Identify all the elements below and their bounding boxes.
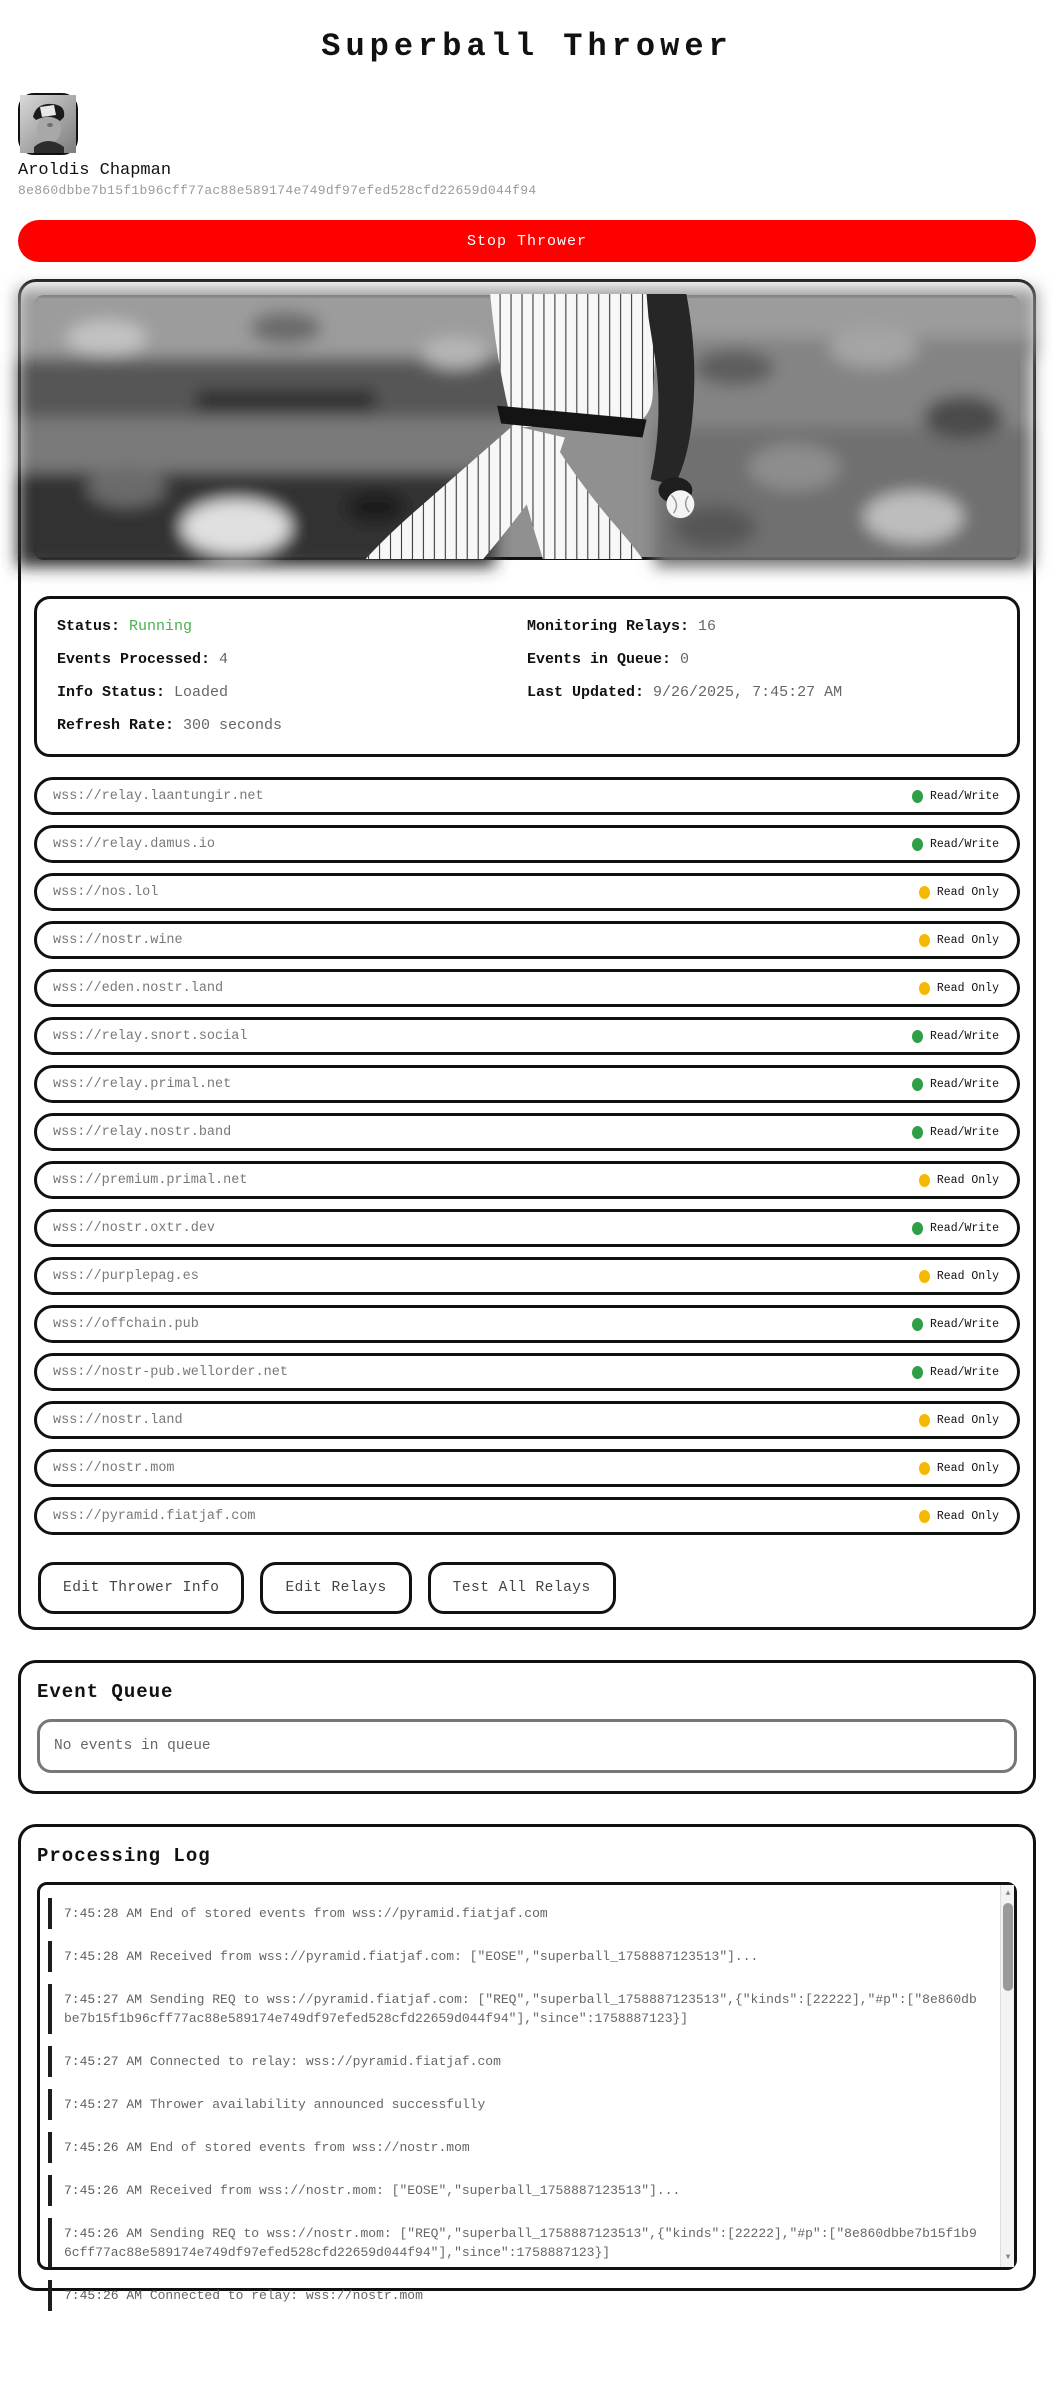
test-all-relays-button[interactable]: Test All Relays xyxy=(428,1562,616,1614)
log-entry: 7:45:27 AM Sending REQ to wss://pyramid.fiatjaf.com: ["REQ","superball_1758887123513",{"kinds":[22222],"#p":["8e860dbbe7b15f1b96cff77ac88e589174e749df97efed528cfd22659d044f94"],"since":1758887123}] xyxy=(48,1984,988,2034)
relay-row: wss://nostr.oxtr.dev Read/Write xyxy=(34,1209,1020,1247)
avatar-photo-icon xyxy=(20,95,76,153)
action-buttons-row xyxy=(34,1562,1020,1614)
status-item: Refresh Rate: 300 seconds xyxy=(57,717,283,734)
relay-row: wss://nostr.mom Read Only xyxy=(34,1449,1020,1487)
relay-access-badge: Read/Write xyxy=(912,1318,999,1331)
status-item: Monitoring Relays: 16 xyxy=(527,618,717,635)
relay-row: wss://nostr-pub.wellorder.net Read/Write xyxy=(34,1353,1020,1391)
status-value-running: Running xyxy=(129,618,193,635)
relay-status-dot-icon xyxy=(919,1462,930,1475)
relay-access-badge: Read Only xyxy=(919,1414,999,1427)
thrower-photo xyxy=(34,295,1020,560)
log-entry: 7:45:27 AM Thrower availability announced successfully xyxy=(48,2089,988,2120)
log-entry: 7:45:26 AM Connected to relay: wss://nostr.mom xyxy=(48,2280,988,2311)
edit-relays-button[interactable]: Edit Relays xyxy=(260,1562,411,1614)
relay-access-badge: Read Only xyxy=(919,982,999,995)
relay-row: wss://eden.nostr.land Read Only xyxy=(34,969,1020,1007)
relay-access-badge: Read/Write xyxy=(912,1222,999,1235)
scroll-down-icon[interactable]: ▼ xyxy=(1005,2253,1011,2262)
relay-access-badge: Read/Write xyxy=(912,838,999,851)
relay-status-dot-icon xyxy=(912,1126,923,1139)
edit-thrower-info-button[interactable]: Edit Thrower Info xyxy=(38,1562,244,1614)
event-queue-empty-box: No events in queue xyxy=(37,1719,1017,1773)
relay-status-dot-icon xyxy=(919,886,930,899)
status-item: Info Status: Loaded xyxy=(57,684,229,701)
status-item: Events Processed: 4 xyxy=(57,651,229,668)
processing-log-card xyxy=(18,1824,1036,2303)
relay-access-badge: Read Only xyxy=(919,1510,999,1523)
event-queue-card xyxy=(18,1660,1036,1794)
stop-thrower-button[interactable]: Stop Thrower xyxy=(18,220,1036,262)
log-scrollbar[interactable] xyxy=(1000,1885,1014,2267)
processing-log-box[interactable] xyxy=(37,1882,1017,2303)
profile-pubkey: 8e860dbbe7b15f1b96cff77ac88e589174e749df97efed528cfd22659d044f94 xyxy=(18,183,537,198)
relay-access-badge: Read Only xyxy=(919,1462,999,1475)
page-title: Superball Thrower xyxy=(321,28,733,65)
event-queue-heading: Event Queue xyxy=(37,1681,174,1703)
avatar xyxy=(18,93,78,155)
status-item: Status: Running xyxy=(57,618,193,635)
relay-access-badge: Read/Write xyxy=(912,790,999,803)
relay-access-badge: Read Only xyxy=(919,1174,999,1187)
relay-row: wss://purplepag.es Read Only xyxy=(34,1257,1020,1295)
profile-name: Aroldis Chapman xyxy=(18,161,172,180)
relay-status-dot-icon xyxy=(912,1078,923,1091)
relay-access-badge: Read/Write xyxy=(912,1078,999,1091)
relay-status-dot-icon xyxy=(919,982,930,995)
processing-log-heading: Processing Log xyxy=(37,1845,211,1867)
relay-status-dot-icon xyxy=(912,1366,923,1379)
log-entry: 7:45:26 AM End of stored events from wss://nostr.mom xyxy=(48,2132,988,2163)
relay-row: wss://relay.snort.social Read/Write xyxy=(34,1017,1020,1055)
thrower-main-card xyxy=(18,279,1036,1630)
relay-access-badge: Read Only xyxy=(919,886,999,899)
status-column-left xyxy=(57,617,527,736)
relay-status-dot-icon xyxy=(912,1222,923,1235)
relay-row: wss://relay.laantungir.net Read/Write xyxy=(34,777,1020,815)
log-entry: 7:45:27 AM Connected to relay: wss://pyramid.fiatjaf.com xyxy=(48,2046,988,2077)
relay-access-badge: Read/Write xyxy=(912,1030,999,1043)
relay-row: wss://relay.primal.net Read/Write xyxy=(34,1065,1020,1103)
log-entry: 7:45:26 AM Sending REQ to wss://nostr.mom: ["REQ","superball_1758887123513",{"kinds":[22222],"#p":["8e860dbbe7b15f1b96cff77ac88e589174e749df97efed528cfd22659d044f94"],"since":1758887123}] xyxy=(48,2218,988,2268)
relay-status-dot-icon xyxy=(912,790,923,803)
relay-row: wss://nos.lol Read Only xyxy=(34,873,1020,911)
relay-row: wss://nostr.land Read Only xyxy=(34,1401,1020,1439)
relay-status-dot-icon xyxy=(919,1510,930,1523)
relay-access-badge: Read Only xyxy=(919,934,999,947)
relay-status-dot-icon xyxy=(919,1174,930,1187)
relay-row: wss://premium.primal.net Read Only xyxy=(34,1161,1020,1199)
relay-row: wss://relay.damus.io Read/Write xyxy=(34,825,1020,863)
relay-list xyxy=(34,777,1020,1535)
profile-section xyxy=(18,93,1036,198)
relay-access-badge: Read/Write xyxy=(912,1126,999,1139)
relay-status-dot-icon xyxy=(912,838,923,851)
relay-row: wss://pyramid.fiatjaf.com Read Only xyxy=(34,1497,1020,1535)
relay-status-dot-icon xyxy=(912,1318,923,1331)
status-item: Events in Queue: 0 xyxy=(527,651,690,668)
relay-access-badge: Read Only xyxy=(919,1270,999,1283)
relay-status-dot-icon xyxy=(919,934,930,947)
relay-row: wss://offchain.pub Read/Write xyxy=(34,1305,1020,1343)
relay-access-badge: Read/Write xyxy=(912,1366,999,1379)
relay-status-dot-icon xyxy=(919,1270,930,1283)
log-entry: 7:45:26 AM Received from wss://nostr.mom: ["EOSE","superball_1758887123513"]... xyxy=(48,2175,988,2206)
status-panel xyxy=(34,596,1020,757)
status-column-right xyxy=(527,617,997,736)
scroll-up-icon[interactable]: ▲ xyxy=(1005,1889,1011,1898)
log-entry: 7:45:28 AM Received from wss://pyramid.fiatjaf.com: ["EOSE","superball_1758887123513"]... xyxy=(48,1941,988,1972)
relay-status-dot-icon xyxy=(912,1030,923,1043)
relay-status-dot-icon xyxy=(919,1414,930,1427)
scrollbar-thumb[interactable] xyxy=(1003,1903,1013,1991)
pitcher-photo-illustration xyxy=(37,298,1017,557)
status-item: Last Updated: 9/26/2025, 7:45:27 AM xyxy=(527,684,843,701)
log-entry: 7:45:28 AM End of stored events from wss://pyramid.fiatjaf.com xyxy=(48,1898,988,1929)
relay-row: wss://relay.nostr.band Read/Write xyxy=(34,1113,1020,1151)
relay-row: wss://nostr.wine Read Only xyxy=(34,921,1020,959)
